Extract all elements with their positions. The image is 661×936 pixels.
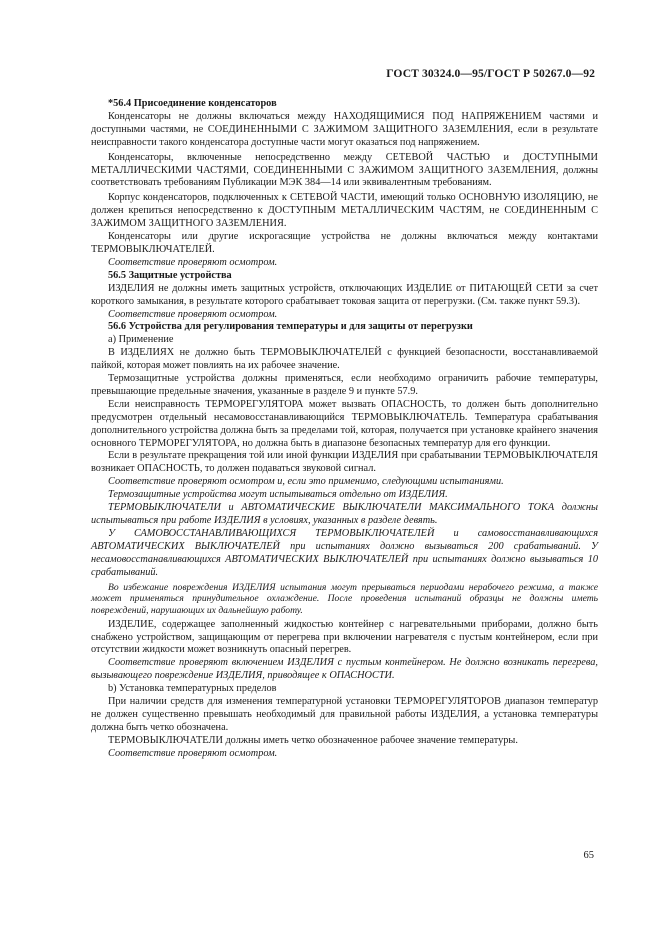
compliance-note: Соответствие проверяют осмотром и, если это применимо, следующими испытаниями. — [108, 476, 504, 488]
paragraph: Конденсаторы не должны включаться между НАХОДЯЩИМИСЯ ПОД НАПРЯЖЕНИЕМ частями и доступными частями, не СОЕДИНЕННЫМИ С ЗАЖИМОМ ЗАЩИТНОГО ЗАЗЕМЛЕНИЯ, если в результате неисправности такого конденсатора доступные части могут оказаться под напряжением. — [91, 110, 598, 148]
paragraph: Корпус конденсаторов, подключенных к СЕТЕВОЙ ЧАСТИ, имеющий только ОСНОВНУЮ ИЗОЛЯЦИЮ, не должен крепиться непосредственно к ДОСТУПНЫМ МЕТАЛЛИЧЕСКИМ ЧАСТЯМ, не СОЕДИНЕННЫМ С ЗАЖИМОМ ЗАЩИТНОГО ЗАЗЕМЛЕНИЯ. — [91, 192, 598, 230]
paragraph: ИЗДЕЛИЯ не должны иметь защитных устройств, отключающих ИЗДЕЛИЕ от ПИТАЮЩЕЙ СЕТИ за счет короткого замыкания, в результате которого срабатывает токовая защита от перегрузки. (См. также пункт 59.3). — [91, 282, 598, 307]
paragraph: b) Установка температурных пределов — [108, 683, 277, 695]
paragraph: При наличии средств для изменения температурной установки ТЕРМОРЕГУЛЯТОРОВ диапазон температур не должен существенно превышать необходимый для правильной работы ИЗДЕЛИЯ, а установка температуры должна быть четко обозначена. — [91, 696, 598, 733]
compliance-note: Соответствие проверяют осмотром. — [108, 747, 278, 759]
compliance-note: У САМОВОССТАНАВЛИВАЮЩИХСЯ ТЕРМОВЫКЛЮЧАТЕЛЕЙ и самовосстанавливающихся АВТОМАТИЧЕСКИХ ВЫКЛЮЧАТЕЛЕЙ при испытаниях должно вызываться 200 срабатываний. У несамовосстанавливающихся АВТОМАТИЧЕСКИХ ВЫКЛЮЧАТЕЛЕЙ при испытаниях должно вызываться 10 срабатываний. — [91, 527, 598, 578]
compliance-note: Соответствие проверяют включением ИЗДЕЛИЯ с пустым контейнером. Не должно возникать перегрева, вызывающего повреждение ИЗДЕЛИЯ, приводящее к ОПАСНОСТИ. — [91, 657, 598, 682]
paragraph: Конденсаторы, включенные непосредственно между СЕТЕВОЙ ЧАСТЬЮ и ДОСТУПНЫМИ МЕТАЛЛИЧЕСКИМИ ЧАСТЯМИ, СОЕДИНЕННЫМИ С ЗАЖИМОМ ЗАЩИТНОГО ЗАЗЕМЛЕНИЯ, должны соответствовать требованиям Публикации МЭК 384—14 или эквивалентным требованиям. — [91, 151, 598, 189]
running-header: ГОСТ 30324.0—95/ГОСТ Р 50267.0—92 — [386, 67, 595, 80]
test-note: Во избежание повреждения ИЗДЕЛИЯ испытания могут прерываться периодами нерабочего режима, а также может применяться принудительное охлаждение. После проведения испытаний образцы не должны иметь повреждений, нарушающих их дальнейшую работу. — [91, 581, 598, 616]
compliance-note: Термозащитные устройства могут испытываться отдельно от ИЗДЕЛИЯ. — [108, 489, 448, 501]
page-number: 65 — [583, 850, 594, 861]
paragraph: ИЗДЕЛИЕ, содержащее заполненный жидкостью контейнер с нагревательными приборами, должно быть снабжено устройством, защищающим от перегрева при включении нагревателя с пустым контейнером, если при отсутствии жидкости может возникнуть опасный перегрев. — [91, 618, 598, 656]
section-heading: 56.6 Устройства для регулирования температуры и для защиты от перегрузки — [108, 321, 473, 333]
compliance-note: ТЕРМОВЫКЛЮЧАТЕЛИ и АВТОМАТИЧЕСКИЕ ВЫКЛЮЧАТЕЛИ МАКСИМАЛЬНОГО ТОКА должны испытываться при работе ИЗДЕЛИЯ в условиях, указанных в разделе девять. — [91, 502, 598, 526]
paragraph: Если в результате прекращения той или иной функции ИЗДЕЛИЯ при срабатывании ТЕРМОВЫКЛЮЧАТЕЛЯ возникает ОПАСНОСТЬ, то должен подаваться звуковой сигнал. — [91, 450, 598, 475]
paragraph: Конденсаторы или другие искрогасящие устройства не должны включаться между контактами ТЕРМОВЫКЛЮЧАТЕЛЕЙ. — [91, 231, 598, 255]
compliance-note: Соответствие проверяют осмотром. — [108, 308, 278, 320]
paragraph: Если неисправность ТЕРМОРЕГУЛЯТОРА может вызвать ОПАСНОСТЬ, то должен быть дополнительно предусмотрен отдельный несамовосстанавливающийся ТЕРМОВЫКЛЮЧАТЕЛЬ. Температура срабатывания дополнительного устройства должна быть за пределами той, которая, получается при установке крайнего значения основного ТЕРМОРЕГУЛЯТОРА, но должна быть в диапазоне безопасных температур для его функции. — [91, 398, 598, 449]
paragraph: ТЕРМОВЫКЛЮЧАТЕЛИ должны иметь четко обозначенное рабочее значение температуры. — [108, 734, 518, 746]
paragraph: Термозащитные устройства должны применяться, если необходимо ограничить рабочие температуры, превышающие предельные значения, указанные в разделе 9 и пункте 57.9. — [91, 373, 598, 397]
paragraph: а) Применение — [108, 334, 174, 346]
section-heading: *56.4 Присоединение конденсаторов — [108, 98, 277, 109]
paragraph: В ИЗДЕЛИЯХ не должно быть ТЕРМОВЫКЛЮЧАТЕЛЕЙ с функцией безопасности, восстанавливаемой пайкой, которая может повлиять на их рабочее значение. — [91, 347, 598, 372]
document-body — [91, 98, 598, 761]
section-heading: 56.5 Защитные устройства — [108, 269, 232, 281]
compliance-note: Соответствие проверяют осмотром. — [108, 256, 278, 268]
